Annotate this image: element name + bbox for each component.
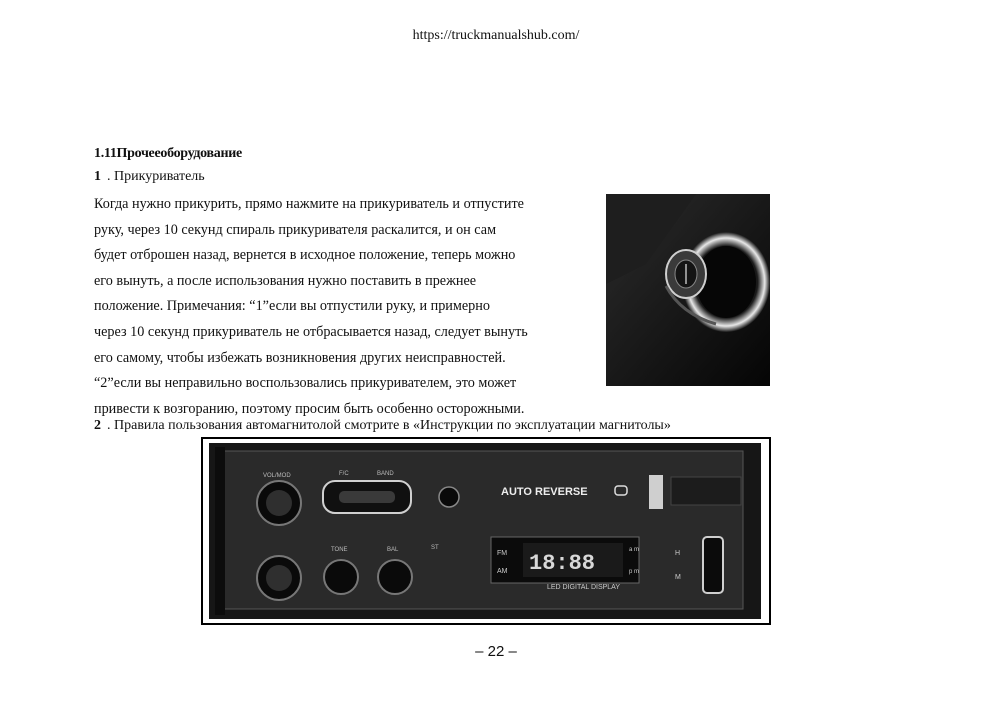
source-url: https://truckmanualshub.com/ xyxy=(412,28,580,43)
radio-band-label: BAND xyxy=(377,471,394,477)
paragraph-line: положение. Примечания: “1”если вы отпустили руку, и примерно xyxy=(94,298,490,315)
item-2-heading xyxy=(94,418,671,434)
section-title: 1.11Прочееоборудование xyxy=(94,146,242,161)
radio-display-value: 18:88 xyxy=(529,551,596,576)
radio-tone-label: TONE xyxy=(331,547,348,553)
cigarette-lighter-photo xyxy=(606,194,770,386)
radio-fm-label: FM xyxy=(497,550,508,557)
radio-pm-indicator: p m xyxy=(629,569,640,575)
paragraph-line: руку, через 10 секунд спираль прикуривателя раскалится, и он сам xyxy=(94,221,497,238)
paragraph-line: Когда нужно прикурить, прямо нажмите на прикуриватель и отпустите xyxy=(94,196,524,212)
radio-vol-label: VOL/MOD xyxy=(263,473,291,479)
radio-am-indicator: a m xyxy=(629,547,640,553)
radio-bal-label: BAL xyxy=(387,547,399,553)
radio-fc-label: F/C xyxy=(339,471,349,477)
radio-h-label: H xyxy=(675,550,681,557)
car-radio-photo xyxy=(201,437,771,625)
paragraph-line: привести к возгоранию, поэтому просим быть особенно осторожными. xyxy=(94,400,525,417)
item-2-text: . Правила пользования автомагнитолой смотрите в «Инструкции по эксплуатации магнитолы» xyxy=(107,418,671,433)
radio-st-label: ST xyxy=(431,545,439,551)
item-1-title: . Прикуриватель xyxy=(107,169,205,184)
paragraph-line: его вынуть, а после использования нужно поставить в прежнее xyxy=(94,272,477,289)
paragraph-line: через 10 секунд прикуриватель не отбрасывается назад, следует вынуть xyxy=(94,323,528,340)
radio-led-label: LED DIGITAL DISPLAY xyxy=(547,584,621,591)
item-2-number: 2 xyxy=(94,418,101,433)
item-1-number: 1 xyxy=(94,169,101,184)
radio-auto-reverse-label: AUTO REVERSE xyxy=(501,486,588,498)
paragraph-line: его самому, чтобы избежать возникновения других неисправностей. xyxy=(94,349,506,366)
item-1-paragraph xyxy=(94,192,592,422)
item-1-heading xyxy=(94,169,205,185)
paragraph-line: “2”если вы неправильно воспользовались прикуривателем, это может xyxy=(94,375,517,392)
page-number: – 22 – xyxy=(475,643,517,660)
radio-m-label: M xyxy=(675,574,681,581)
radio-am-label: AM xyxy=(497,568,508,575)
paragraph-line: будет отброшен назад, вернется в исходное положение, теперь можно xyxy=(94,247,516,264)
